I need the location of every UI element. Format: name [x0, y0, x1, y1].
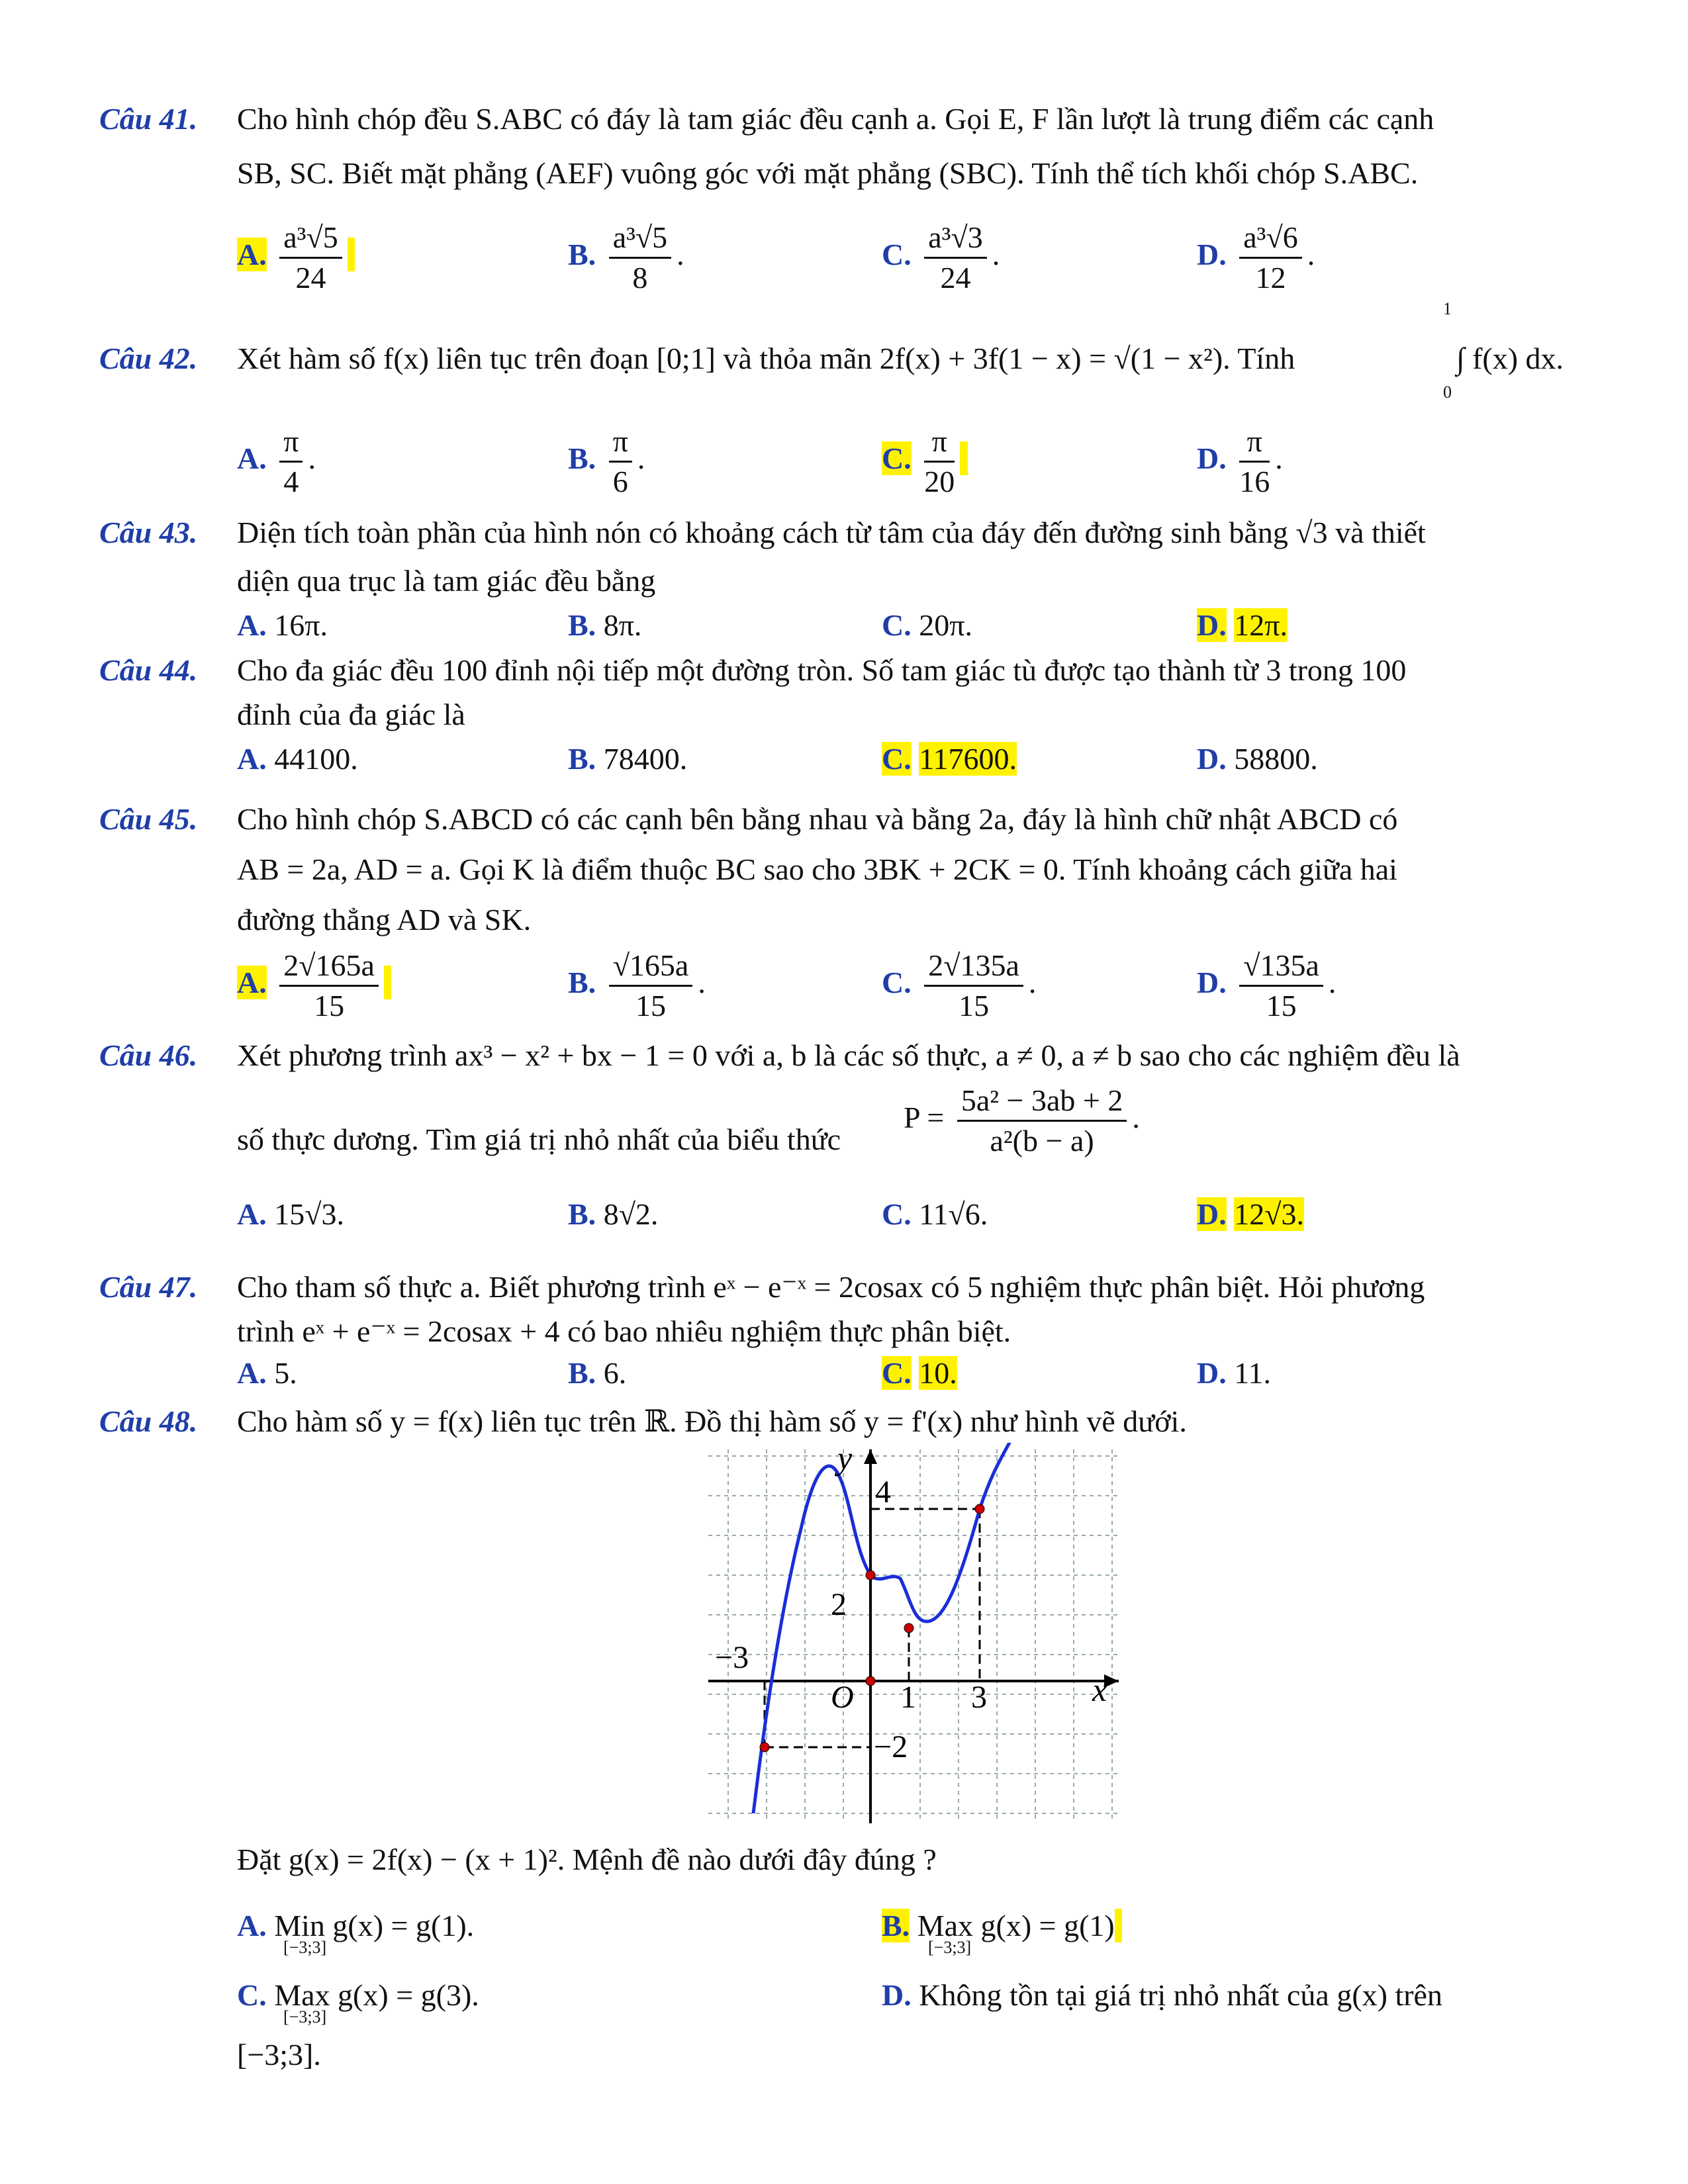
- q45-option-c[interactable]: C. $\frac{2√135a}{15}$ .: [882, 946, 1036, 1025]
- q41-label: Câu 41.: [99, 102, 198, 136]
- q43-label: Câu 43.: [99, 516, 198, 549]
- q44-text-line1: Cho đa giác đều 100 đỉnh nội tiếp một đường tròn. Số tam giác tù được tạo thành từ 3 trong 100: [237, 653, 1407, 687]
- tick-4: 4: [875, 1475, 891, 1510]
- q41-option-a[interactable]: A. $\frac{\text{a³√5}}{24}$: [237, 218, 355, 297]
- q42-label: Câu 42.: [99, 341, 198, 375]
- q47-label: Câu 47.: [99, 1270, 198, 1304]
- q43-option-d[interactable]: D. 12π.: [1197, 608, 1288, 642]
- q46-option-d[interactable]: D. 12√3.: [1197, 1197, 1304, 1231]
- q45-text-line2: AB = 2a, AD = a. Gọi K là điểm thuộc BC sao cho 3BK + 2CK = 0. Tính khoảng cách giữa hai: [237, 852, 1397, 886]
- q42-option-c[interactable]: C. $\frac{\pi}{20}$: [882, 422, 968, 501]
- q43-option-c[interactable]: C. 20π.: [882, 608, 972, 642]
- q48-label: Câu 48.: [99, 1404, 198, 1438]
- q44-option-c[interactable]: C. 117600.: [882, 742, 1017, 776]
- y-axis-label: y: [837, 1443, 853, 1477]
- q46-label: Câu 46.: [99, 1038, 198, 1072]
- tick-minus-2: −2: [874, 1729, 908, 1764]
- q48-option-b[interactable]: B. Max g(x) = g(1) [−3;3]: [882, 1906, 1122, 1946]
- q47-option-d[interactable]: D. 11.: [1197, 1356, 1272, 1390]
- q42-lower-bound: 0: [1443, 383, 1452, 402]
- q43-option-a[interactable]: A. 16π.: [237, 608, 328, 642]
- tick-3: 3: [971, 1680, 987, 1715]
- q44-text-line2: đỉnh của đa giác là: [237, 698, 465, 731]
- q45-text-line1: Cho hình chóp S.ABCD có các cạnh bên bằng nhau và bằng 2a, đáy là hình chữ nhật ABCD có: [237, 802, 1398, 836]
- x-axis-label: x: [1092, 1671, 1107, 1708]
- q47-text-line1: Cho tham số thực a. Biết phương trình eˣ − e⁻ˣ = 2cosax có 5 nghiệm thực phân biệt. Hỏi phương: [237, 1270, 1425, 1304]
- q44-option-a[interactable]: A. 44100.: [237, 742, 358, 776]
- q41-text-line1: Cho hình chóp đều S.ABC có đáy là tam giác đều cạnh a. Gọi E, F lần lượt là trung điểm các cạnh: [237, 102, 1434, 136]
- q41-option-d[interactable]: D. $\frac{\text{a³√6}}{12}$ .: [1197, 218, 1315, 297]
- q41-option-c[interactable]: C. $\frac{\text{a³√3}}{24}$ .: [882, 218, 1000, 297]
- q44-option-b[interactable]: B. 78400.: [568, 742, 688, 776]
- q48-option-a[interactable]: A. Min g(x) = g(1). [−3;3]: [237, 1909, 475, 1957]
- q42-integral: ∫ f(x) dx.: [1456, 341, 1564, 375]
- q41-option-b[interactable]: B. $\frac{\text{a³√5}}{8}$ .: [568, 218, 684, 297]
- tick-1: 1: [900, 1680, 916, 1715]
- derivative-graph: [702, 1443, 1125, 1827]
- q42-option-b[interactable]: B. $\frac{\pi}{6}$ .: [568, 422, 645, 501]
- q45-option-d[interactable]: D. $\frac{√135a}{15}$ .: [1197, 946, 1336, 1025]
- q44-label: Câu 44.: [99, 653, 198, 687]
- q46-text-line1: Xét phương trình ax³ − x² + bx − 1 = 0 với a, b là các số thực, a ≠ 0, a ≠ b sao cho các nghiệm đều là: [237, 1038, 1460, 1072]
- q46-text-line2: số thực dương. Tìm giá trị nhỏ nhất của biểu thức: [237, 1122, 841, 1156]
- q46-option-c[interactable]: C. 11√6.: [882, 1197, 988, 1231]
- q48-text-line1: Cho hàm số y = f(x) liên tục trên ℝ. Đồ thị hàm số y = f'(x) như hình vẽ dưới.: [237, 1404, 1187, 1438]
- q46-option-b[interactable]: B. 8√2.: [568, 1197, 659, 1231]
- q42-upper-bound: 1: [1443, 299, 1452, 318]
- q47-option-b[interactable]: B. 6.: [568, 1356, 627, 1390]
- q47-option-a[interactable]: A. 5.: [237, 1356, 297, 1390]
- q47-option-c[interactable]: C. 10.: [882, 1356, 957, 1390]
- q43-text-line1: Diện tích toàn phần của hình nón có khoảng cách từ tâm của đáy đến đường sinh bằng √3 và thiết: [237, 516, 1426, 549]
- q41-text-line2: SB, SC. Biết mặt phẳng (AEF) vuông góc với mặt phẳng (SBC). Tính thể tích khối chóp S.ABC.: [237, 156, 1419, 190]
- graph-grid: [708, 1449, 1119, 1820]
- q48-option-c[interactable]: C. Max g(x) = g(3). [−3;3]: [237, 1978, 479, 2026]
- q47-text-line2: trình eˣ + e⁻ˣ = 2cosax + 4 có bao nhiêu nghiệm thực phân biệt.: [237, 1314, 1011, 1348]
- q48-option-d-continued: [−3;3].: [237, 2038, 321, 2071]
- q44-option-d[interactable]: D. 58800.: [1197, 742, 1318, 776]
- q46-option-a[interactable]: A. 15√3.: [237, 1197, 344, 1231]
- q45-label: Câu 45.: [99, 802, 198, 836]
- q46-expression-p: P = $\frac{\text{5a² − 3ab + 2}}{\text{a²(b − a)}}$ .: [904, 1081, 1140, 1160]
- q45-option-a[interactable]: A. $\frac{2√165a}{15}$: [237, 946, 391, 1025]
- marked-points: [760, 1504, 984, 1752]
- tick-minus-3: −3: [715, 1640, 749, 1675]
- q45-option-b[interactable]: B. $\frac{√165a}{15}$ .: [568, 946, 706, 1025]
- q43-option-b[interactable]: B. 8π.: [568, 608, 642, 642]
- q48-option-d[interactable]: D. Không tồn tại giá trị nhỏ nhất của g(x) trên: [882, 1978, 1442, 2012]
- q45-text-line3: đường thẳng AD và SK.: [237, 903, 532, 936]
- origin-label: O: [831, 1680, 854, 1715]
- q42-text-line1: Xét hàm số f(x) liên tục trên đoạn [0;1] và thỏa mãn 2f(x) + 3f(1 − x) = √(1 − x²). Tính: [237, 341, 1295, 375]
- q48-text-line2: Đặt g(x) = 2f(x) − (x + 1)². Mệnh đề nào dưới đây đúng ?: [237, 1843, 937, 1876]
- tick-2: 2: [831, 1587, 847, 1622]
- q43-text-line2: diện qua trục là tam giác đều bằng: [237, 564, 656, 598]
- q42-option-d[interactable]: D. $\frac{\pi}{16}$ .: [1197, 422, 1283, 501]
- q42-option-a[interactable]: A. $\frac{\pi}{4}$ .: [237, 422, 316, 501]
